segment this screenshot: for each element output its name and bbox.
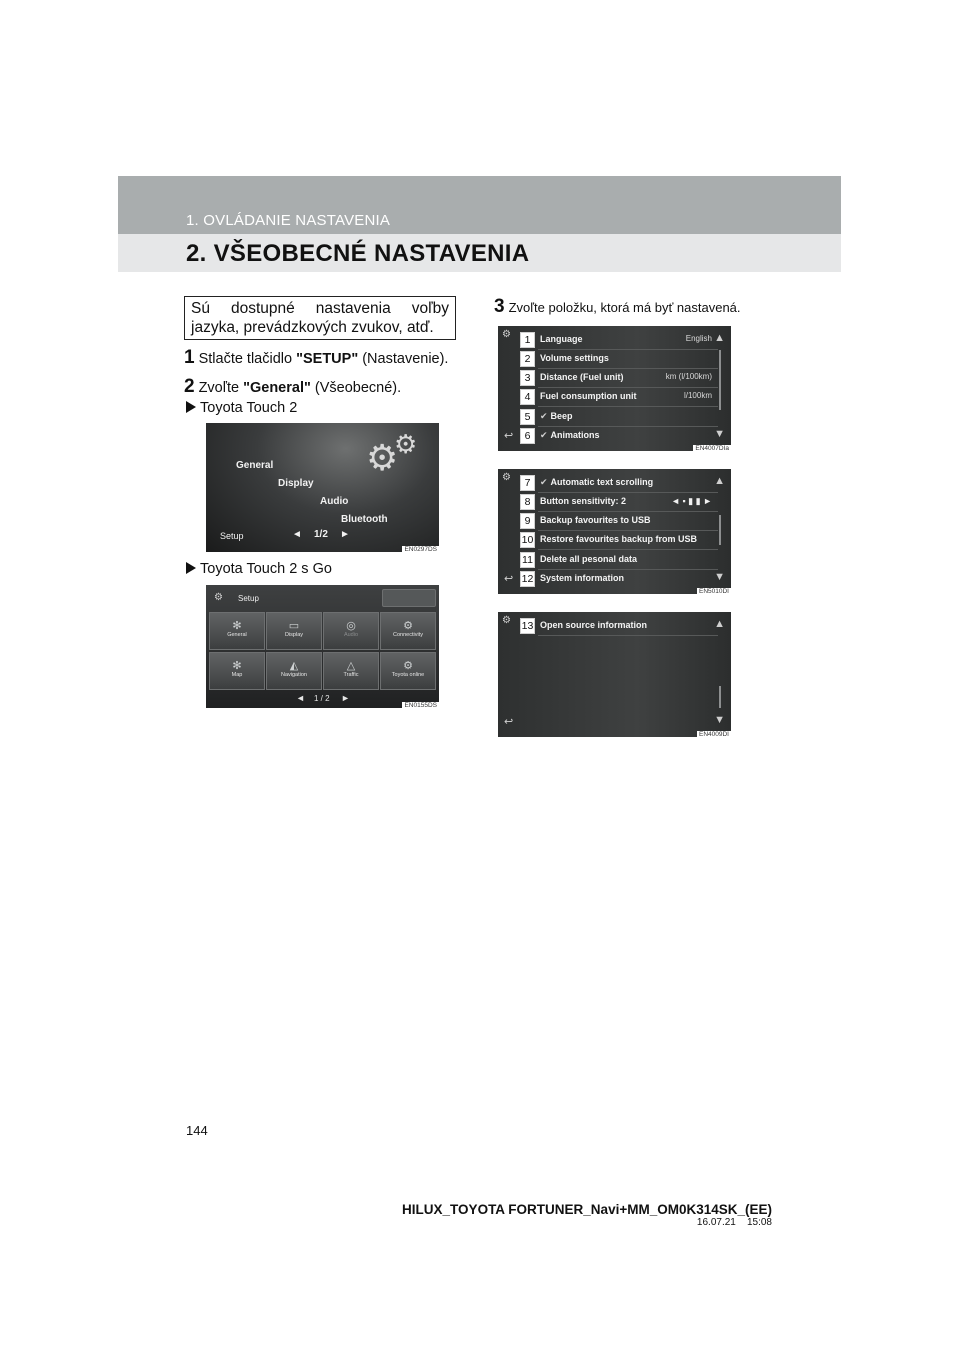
page-indicator: 1 / 2 <box>314 694 330 703</box>
image-code: EN0297DS <box>404 546 437 552</box>
row-number: 12 <box>521 573 534 585</box>
row-label: Animations <box>550 430 600 440</box>
general-settings-list-2 <box>498 469 731 594</box>
screen-title: Setup <box>238 594 259 603</box>
row-number: 10 <box>521 534 534 546</box>
image-code: EN0155DS <box>404 702 437 708</box>
doc-id: HILUX_TOYOTA FORTUNER_Navi+MM_OM0K314SK_(EE) <box>402 1202 772 1217</box>
row-number: 13 <box>521 620 534 632</box>
tile-navigation[interactable] <box>266 652 322 690</box>
intro-box: Sú dostupné nastavenia voľby jazyka, prevádzkových zvukov, atď. <box>184 296 456 340</box>
scroll-down-icon[interactable]: ▼ <box>714 714 725 726</box>
connectivity-icon: ⚙ <box>403 620 413 632</box>
setting-row-language[interactable] <box>520 330 720 349</box>
step-2-suffix: (Všeobecné). <box>310 380 402 396</box>
page-number: 144 <box>186 1123 208 1138</box>
row-number: 1 <box>520 332 535 348</box>
step-3 <box>494 296 741 318</box>
step-1-suffix: (Nastavenie). <box>358 351 449 367</box>
setting-row-delete-data[interactable] <box>520 550 720 569</box>
general-settings-list-1 <box>498 326 731 451</box>
step-3-number: 3 <box>494 296 505 317</box>
variant-touch2-label: Toyota Touch 2 <box>200 400 298 416</box>
tile-label: Toyota online <box>391 672 425 678</box>
row-label: System information <box>540 573 625 583</box>
tile-label: Connectivity <box>393 632 423 638</box>
setting-row-system-info[interactable] <box>520 569 720 588</box>
setting-row-text-scrolling[interactable] <box>520 473 720 492</box>
tile-label: General <box>227 632 247 638</box>
row-number: 9 <box>520 513 535 529</box>
status-bar <box>382 589 436 607</box>
tile-label: Audio <box>343 632 359 638</box>
online-icon: ⚙ <box>403 660 413 672</box>
row-number: 4 <box>520 389 535 405</box>
scroll-down-icon[interactable]: ▼ <box>714 571 725 583</box>
row-number: 6 <box>520 428 535 444</box>
setup-key: "SETUP" <box>296 351 359 367</box>
row-label: Backup favourites to USB <box>540 515 651 525</box>
tile-toyota-online[interactable] <box>380 652 436 690</box>
general-icon: ✻ <box>232 620 242 632</box>
image-code: EN5010DI <box>699 588 729 594</box>
arrow-right-icon <box>186 401 196 413</box>
image-code: EN4009DI <box>699 731 729 737</box>
setting-row-open-source[interactable] <box>520 616 720 635</box>
setting-row-distance[interactable] <box>520 368 720 387</box>
variant-touch2-go <box>186 561 332 577</box>
footer <box>402 1202 772 1228</box>
gear-icon: ⚙ <box>366 437 399 478</box>
next-page-icon[interactable]: ► <box>340 529 350 540</box>
map-icon: ✻ <box>232 660 242 672</box>
tile-label: Map <box>231 672 243 678</box>
step-2 <box>184 376 401 398</box>
prev-page-icon[interactable]: ◄ <box>296 693 305 703</box>
navigation-icon: ◭ <box>289 660 299 672</box>
tile-display[interactable] <box>266 612 322 650</box>
back-icon[interactable]: ↩ <box>504 716 514 728</box>
row-number: 8 <box>520 494 535 510</box>
tile-audio[interactable] <box>323 612 379 650</box>
prev-page-icon[interactable]: ◄ <box>292 529 302 540</box>
settings-icon: ⚙ <box>502 615 511 626</box>
next-page-icon[interactable]: ► <box>341 693 350 703</box>
checkbox-icon[interactable]: ✔ <box>540 411 548 421</box>
step-1-text: Stlačte tlačidlo <box>198 351 297 367</box>
settings-icon: ⚙ <box>502 329 511 340</box>
scroll-up-icon[interactable]: ▲ <box>714 332 725 344</box>
row-label: Fuel consumption unit <box>540 391 637 401</box>
tile-map[interactable] <box>209 652 265 690</box>
settings-icon: ⚙ <box>502 472 511 483</box>
setting-row-button-sensitivity[interactable] <box>520 492 720 511</box>
tile-label: Traffic <box>343 672 359 678</box>
tile-general[interactable] <box>209 612 265 650</box>
setting-row-fuel[interactable] <box>520 387 720 406</box>
menu-general[interactable]: General <box>236 460 274 471</box>
divider <box>538 635 718 636</box>
print-date: 16.07.21 15:08 <box>696 1217 772 1228</box>
settings-icon: ⚙ <box>214 592 223 603</box>
setting-row-beep[interactable] <box>520 407 720 426</box>
row-value: l/100km <box>683 391 712 400</box>
row-value: English <box>685 334 712 343</box>
checkbox-icon[interactable]: ✔ <box>540 477 548 487</box>
variant-touch2 <box>186 400 297 416</box>
scroll-up-icon[interactable]: ▲ <box>714 618 725 630</box>
row-number: 3 <box>520 370 535 386</box>
scroll-down-icon[interactable]: ▼ <box>714 428 725 440</box>
tile-label: Display <box>284 632 304 638</box>
sensitivity-control[interactable]: ◄ ▪ ▮ ▮ ► <box>671 496 712 506</box>
row-label: Restore favourites backup from USB <box>540 534 698 544</box>
scrollbar[interactable] <box>719 350 721 410</box>
touch2-setup-screen <box>206 423 439 552</box>
display-icon: ▭ <box>288 620 300 632</box>
tile-connectivity[interactable] <box>380 612 436 650</box>
step-3-text: Zvoľte položku, ktorá má byť nastavená. <box>508 300 741 315</box>
setting-row-volume[interactable] <box>520 349 720 368</box>
row-label: Language <box>540 334 583 344</box>
tile-traffic[interactable] <box>323 652 379 690</box>
row-label: Volume settings <box>540 353 609 363</box>
general-key: "General" <box>243 380 311 396</box>
touch2-go-setup-screen <box>206 585 439 708</box>
section-heading: 1. OVLÁDANIE NASTAVENIA <box>186 212 391 229</box>
gear-icon: ⚙ <box>394 429 418 459</box>
step-1 <box>184 347 448 369</box>
variant-touch2-go-label: Toyota Touch 2 s Go <box>200 561 332 577</box>
page-title: 2. VŠEOBECNÉ NASTAVENIA <box>186 240 530 267</box>
row-label: Distance (Fuel unit) <box>540 372 624 382</box>
audio-icon: ◎ <box>346 620 356 632</box>
menu-bluetooth[interactable]: Bluetooth <box>341 514 388 525</box>
step-2-number: 2 <box>184 376 195 397</box>
row-label: Delete all pesonal data <box>540 554 638 564</box>
row-number: 5 <box>520 409 535 425</box>
row-value: km (l/100km) <box>665 372 712 381</box>
traffic-icon: △ <box>346 660 356 672</box>
setting-row-restore[interactable] <box>520 530 720 549</box>
row-label: Open source information <box>540 620 648 630</box>
row-number: 7 <box>520 475 535 491</box>
general-settings-list-3 <box>498 612 731 737</box>
image-code: EN4007DIa <box>695 445 729 451</box>
checkbox-icon[interactable]: ✔ <box>540 430 548 440</box>
row-number: 11 <box>520 552 535 568</box>
scrollbar[interactable] <box>719 515 721 545</box>
scroll-up-icon[interactable]: ▲ <box>714 475 725 487</box>
row-number: 2 <box>520 351 535 367</box>
menu-audio[interactable]: Audio <box>320 496 349 507</box>
setup-label: Setup <box>220 531 244 541</box>
row-label: Automatic text scrolling <box>550 477 654 487</box>
back-icon[interactable]: ↩ <box>504 573 514 585</box>
row-label: Beep <box>550 411 573 421</box>
tile-label: Navigation <box>281 672 307 678</box>
scrollbar[interactable] <box>719 686 721 708</box>
setting-row-animations[interactable] <box>520 426 720 445</box>
step-2-text: Zvoľte <box>198 380 244 396</box>
setting-row-backup[interactable] <box>520 511 720 530</box>
step-1-number: 1 <box>184 347 195 368</box>
page-indicator: 1/2 <box>314 529 328 540</box>
back-icon[interactable]: ↩ <box>504 430 514 442</box>
arrow-right-icon <box>186 562 196 574</box>
row-label: Button sensitivity: 2 <box>540 496 627 506</box>
menu-display[interactable]: Display <box>278 478 314 489</box>
